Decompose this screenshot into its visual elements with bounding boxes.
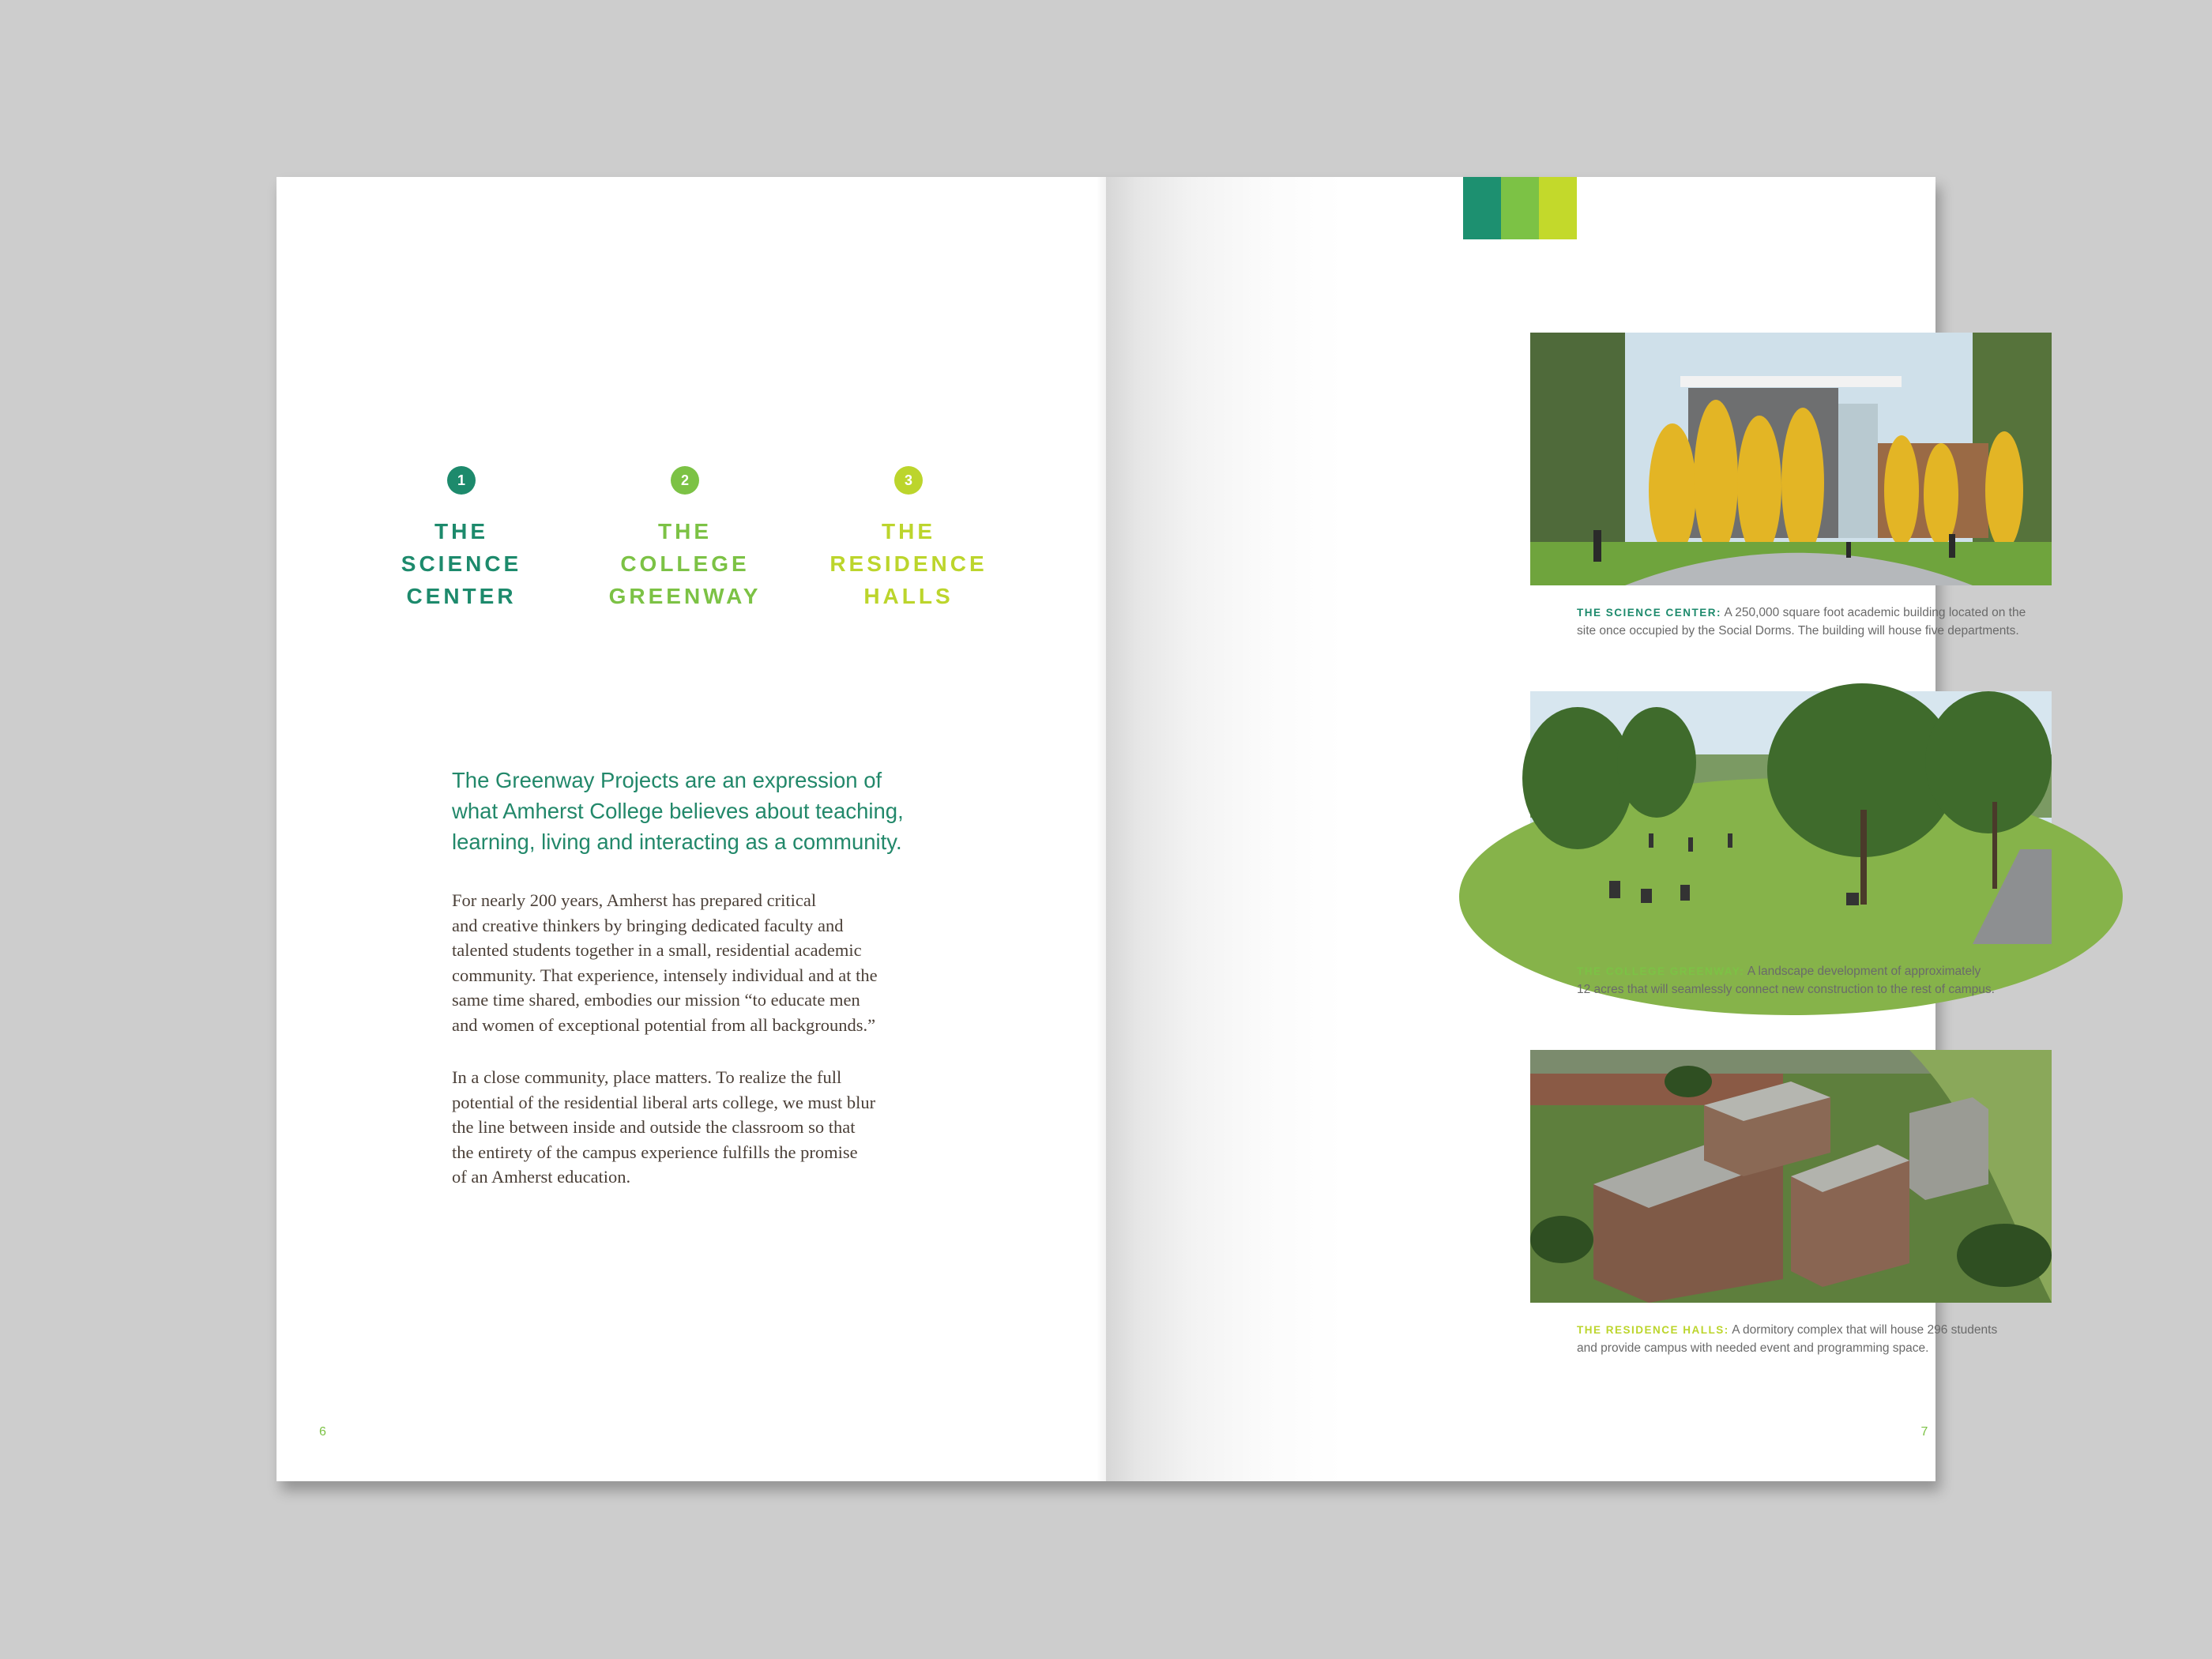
college-greenway-caption: THE COLLEGE GREENWAY: A landscape development of approximately 12 acres that will seamlessly connect new construction to the rest of campus. bbox=[1577, 965, 1995, 996]
column-science-center bbox=[367, 466, 556, 612]
column-residence-halls bbox=[814, 466, 1003, 612]
residence-halls-caption: THE RESIDENCE HALLS: A dormitory complex that will house 296 students and provide campus with needed event and programming space. bbox=[1577, 1323, 1998, 1355]
right-page bbox=[1106, 177, 2026, 1481]
science-center-caption: THE SCIENCE CENTER: A 250,000 square foot academic building located on the site once occupied by the Social Dorms. The building will house five departments. bbox=[1577, 606, 2026, 638]
body-paragraph-2: In a close community, place matters. To realize the full potential of the residential liberal arts college, we must blur the line between inside and outside the classroom so that the entirety of the campus experience fulfills the promise of an Amherst education. bbox=[452, 1067, 876, 1187]
color-bar-dark-green bbox=[1463, 177, 1501, 239]
left-page bbox=[276, 177, 1106, 1481]
lead-statement: The Greenway Projects are an expression of what Amherst College believes about teaching, learning, living and interacting as a community. bbox=[452, 768, 904, 854]
science-center-rendering bbox=[1530, 333, 2052, 585]
column-title: THE COLLEGE GREENWAY bbox=[608, 519, 762, 608]
number-badge: 2 bbox=[671, 466, 699, 495]
column-title: THE RESIDENCE HALLS bbox=[830, 519, 988, 608]
page-number: 7 bbox=[1920, 1425, 1928, 1439]
college-greenway-rendering bbox=[1530, 691, 2052, 944]
brochure-spread bbox=[276, 177, 2026, 1481]
number-badge: 3 bbox=[894, 466, 923, 495]
page-number: 6 bbox=[319, 1425, 326, 1439]
residence-halls-rendering bbox=[1530, 1050, 2052, 1303]
column-title: THE SCIENCE CENTER bbox=[401, 519, 522, 608]
color-bar-lime bbox=[1539, 177, 1577, 239]
number-badge: 1 bbox=[447, 466, 476, 495]
column-college-greenway bbox=[590, 466, 780, 612]
body-paragraph-1: For nearly 200 years, Amherst has prepared critical and creative thinkers by bringing dedicated faculty and talented students together in a small, residential academic community. That experience, intensely individual and at the same time shared, embodies our mission “to educate men and women of exceptional potential from all backgrounds.” bbox=[452, 890, 878, 1035]
color-bar-mid-green bbox=[1501, 177, 1539, 239]
